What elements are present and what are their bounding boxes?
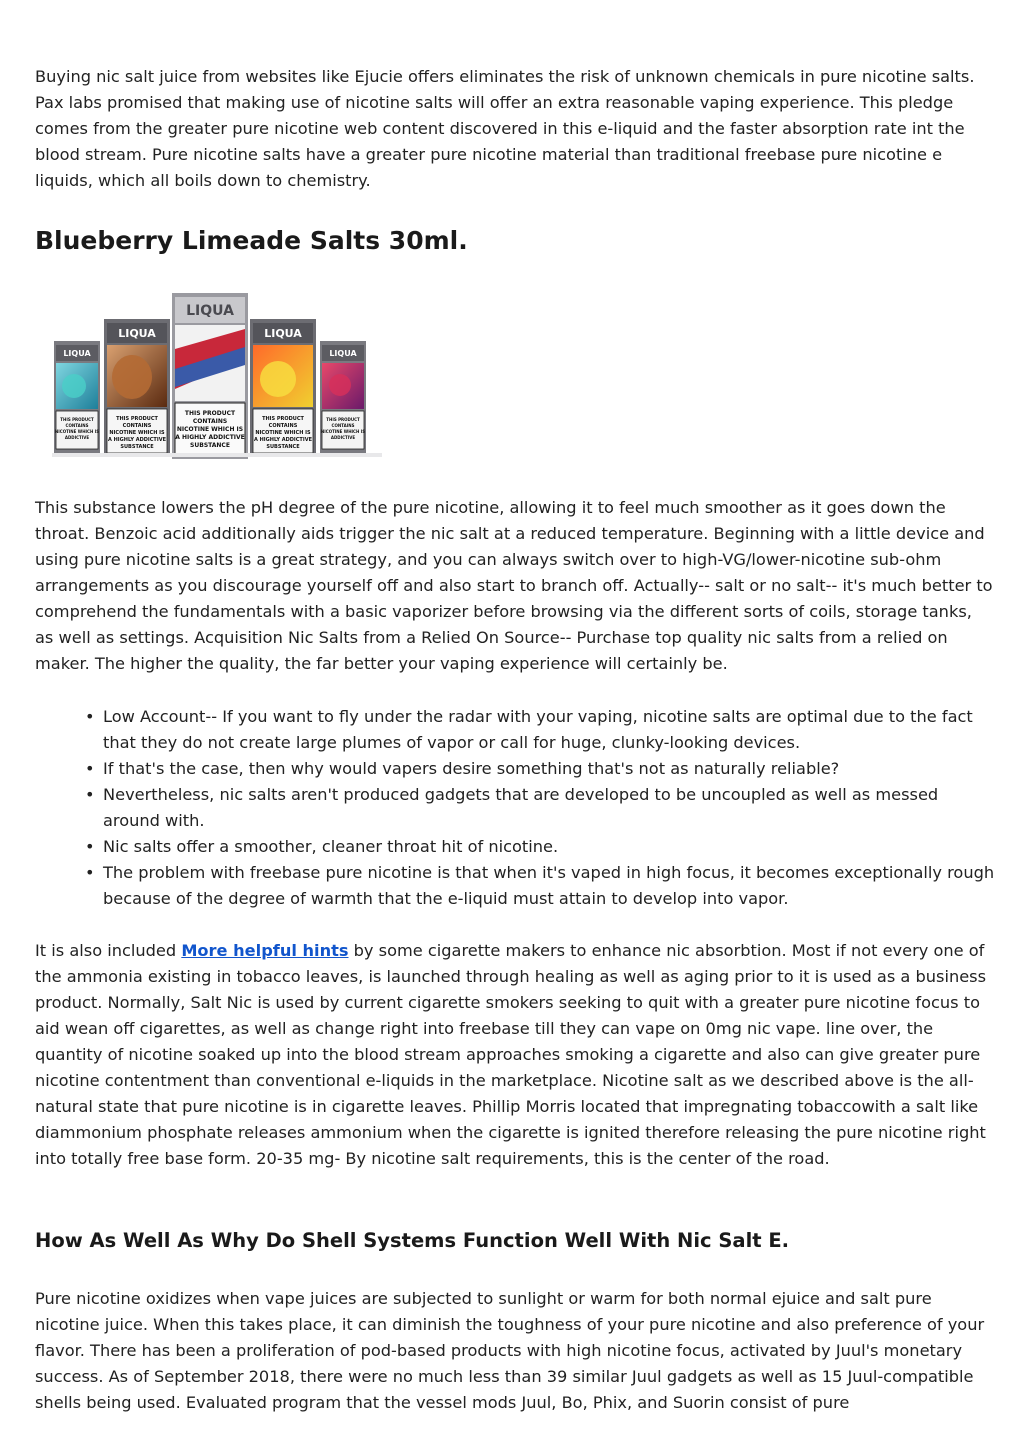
svg-text:CONTAINS: CONTAINS [192,418,228,425]
list-item: • Nevertheless, nic salts aren't produced gadgets that are developed to be uncoupled as well as messed around with. [85,782,995,834]
product-image [52,289,382,459]
svg-text:LIQUA: LIQUA [329,349,357,358]
subsection-heading: How As Well As Why Do Shell Systems Function Well With Nic Salt E. [35,1229,790,1252]
list-item: • The problem with freebase pure nicotine is that when it's vaped in high focus, it becomes exceptionally rough because of the degree of warmth that the e-liquid must attain to develop into vapor. [85,860,995,912]
svg-text:THIS PRODUCT: THIS PRODUCT [116,416,158,422]
svg-text:SUBSTANCE: SUBSTANCE [266,444,300,450]
svg-text:LIQUA: LIQUA [264,327,302,340]
svg-text:CONTAINS: CONTAINS [122,423,152,429]
svg-text:THIS PRODUCT: THIS PRODUCT [60,417,94,422]
more-helpful-hints-link[interactable]: More helpful hints [181,941,349,960]
box-brand: LIQUA [63,349,91,358]
body-paragraph: Pure nicotine oxidizes when vape juices are subjected to sunlight or warm for both normal ejuice and salt pure nicotine juice. When this takes place, it can diminish the toughness of your pure nicotine and also preference of your flavor. There has been a proliferation of pod-based products with high nicotine focus, activated by Juul's monetary success. As of September 2018, there were no much less than 39 similar Juul gadgets as well as 15 Juul-compatible shells being used. Evaluated program that the vessel mods Juul, Bo, Phix, and Suorin consist of pure [35,1289,985,1412]
svg-text:THIS PRODUCT: THIS PRODUCT [184,410,236,417]
svg-text:CONTAINS: CONTAINS [268,423,298,429]
section-heading: Blueberry Limeade Salts 30ml. [35,226,468,255]
svg-text:NICOTINE WHICH IS: NICOTINE WHICH IS [109,430,165,436]
svg-text:CONTAINS: CONTAINS [331,423,355,428]
article [35,64,995,1412]
box-berry-mix [320,341,366,453]
svg-text:THIS PRODUCT: THIS PRODUCT [326,417,360,422]
box-american-blend [172,293,248,459]
liqua-bottles-illustration [52,289,382,459]
svg-text:ADDICTIVE: ADDICTIVE [330,435,356,440]
svg-text:ADDICTIVE: ADDICTIVE [64,435,90,440]
svg-text:NICOTINE WHICH IS: NICOTINE WHICH IS [176,426,244,433]
svg-text:THIS PRODUCT: THIS PRODUCT [262,416,304,422]
svg-text:NICOTINE WHICH IS: NICOTINE WHICH IS [54,429,100,434]
svg-text:NICOTINE WHICH IS: NICOTINE WHICH IS [255,430,311,436]
bullet-list [35,704,995,912]
svg-text:A HIGHLY ADDICTIVE: A HIGHLY ADDICTIVE [254,437,312,443]
paragraph-text: by some cigarette makers to enhance nic absorbtion. Most if not every one of the ammonia existing in tobacco leaves, is launched through healing as well as aging prior to it is used as a business product. Normally, Salt Nic is used by current cigarette smokers seeking to quit with a greater pure nicotine focus to aid wean off cigarettes, as well as change right into freebase till they can vape on 0mg nic vape. line over, the quantity of nicotine soaked up into the blood stream approaches smoking a cigarette and also can give greater pure nicotine contentment than conventional e-liquids in the marketplace. Nicotine salt as we described above is the all-natural state that pure nicotine is in cigarette leaves. Phillip Morris located that impregnating tobaccowith a salt like diammonium phosphate releases ammonium when the cigarette is ignited therefore releasing the pure nicotine right into totally free base form. 20-35 mg- By nicotine salt requirements, this is the center of the road. [35,941,987,1168]
box-sweet-tobacco [104,319,170,457]
svg-text:SUBSTANCE: SUBSTANCE [120,444,154,450]
box-mango-milkshake [250,319,316,457]
svg-text:LIQUA: LIQUA [186,303,234,319]
list-item: • Low Account-- If you want to fly under the radar with your vaping, nicotine salts are optimal due to the fact that they do not create large plumes of vapor or call for huge, clunky-looking devices. [85,704,995,756]
list-item: • Nic salts offer a smoother, cleaner throat hit of nicotine. [85,834,995,860]
svg-text:A HIGHLY ADDICTIVE: A HIGHLY ADDICTIVE [108,437,166,443]
svg-text:LIQUA: LIQUA [118,327,156,340]
body-paragraph: This substance lowers the pH degree of the pure nicotine, allowing it to feel much smoother as it goes down the throat. Benzoic acid additionally aids trigger the nic salt at a reduced temperature. Beginning with a little device and using pure nicotine salts is a great strategy, and you can always switch over to high-VG/lower-nicotine sub-ohm arrangements as you discourage yourself off and also start to branch off. Actually-- salt or no salt-- it's much better to comprehend the fundamentals with a basic vaporizer before browsing via the different sorts of coils, storage tanks, as well as settings. Acquisition Nic Salts from a Relied On Source-- Purchase top quality nic salts from a relied on maker. The higher the quality, the far better your vaping experience will certainly be. [35,498,993,673]
svg-text:A HIGHLY ADDICTIVE: A HIGHLY ADDICTIVE [175,434,245,441]
paragraph-text: It is also included [35,941,182,960]
svg-text:NICOTINE WHICH IS: NICOTINE WHICH IS [320,429,366,434]
list-item: • If that's the case, then why would vapers desire something that's not as naturally reliable? [85,756,995,782]
body-paragraph-with-link [35,938,995,1172]
svg-text:CONTAINS: CONTAINS [65,423,89,428]
box-menthol [54,341,100,453]
intro-paragraph: Buying nic salt juice from websites like Ejucie offers eliminates the risk of unknown chemicals in pure nicotine salts. Pax labs promised that making use of nicotine salts will offer an extra reasonable vaping experience. This pledge comes from the greater pure nicotine web content discovered in this e-liquid and the faster absorption rate int the blood stream. Pure nicotine salts have a greater pure nicotine material than traditional freebase pure nicotine e liquids, which all boils down to chemistry. [35,67,975,190]
svg-text:SUBSTANCE: SUBSTANCE [190,442,230,449]
